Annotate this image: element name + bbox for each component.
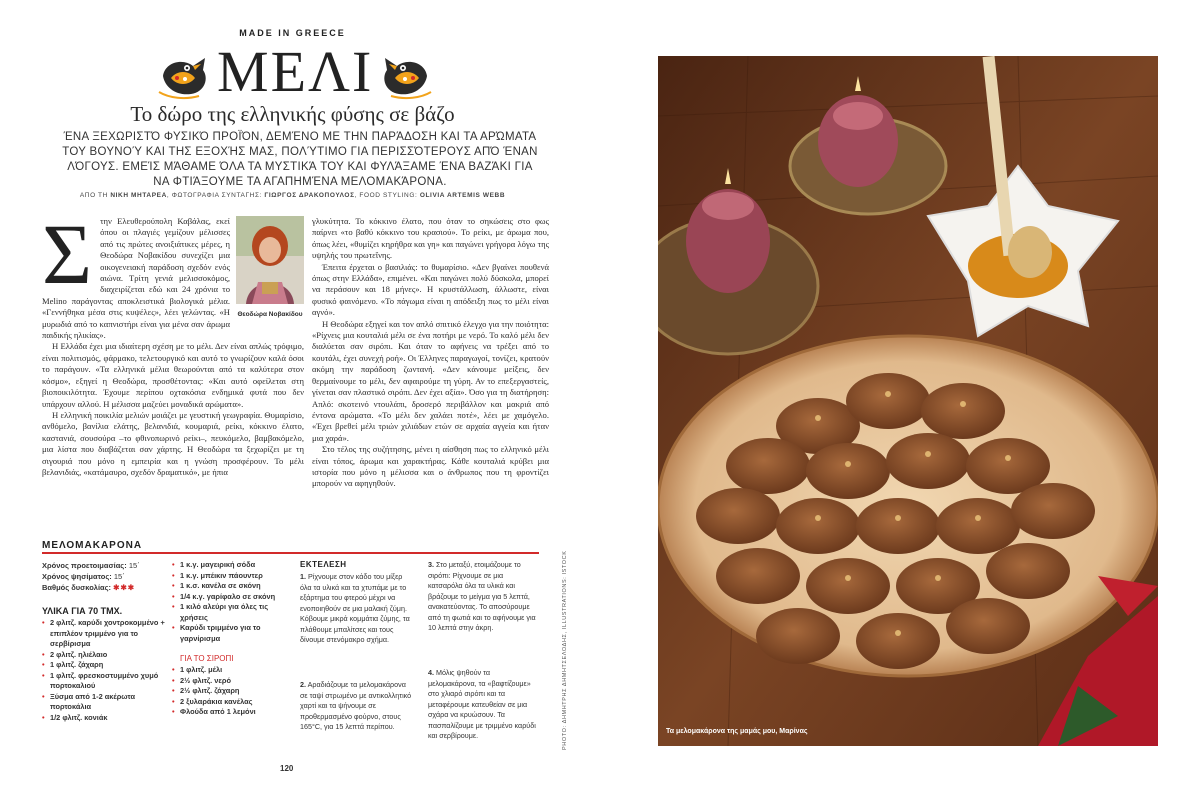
article-lede: ΈΝΑ ΞΕΧΩΡΙΣΤΌ ΦΥΣΙΚΌ ΠΡΟΪΌΝ, ΔΕΜΈΝΟ ΜΕ ΤΗΝ ΠΑΡΆΔΟΣΗ ΚΑΙ ΤΑ ΑΡΏΜΑΤΑ ΤΟΥ ΒΟΥΝΟΎ ΚΑΙ ΤΗΣ ΕΞΟΧΉΣ ΜΑΣ, ΠΟΛΎΤΙΜΟ ΓΙΑ ΠΕΡΙΣΣΌΤΕΡΟΥΣ ΑΠΌ ΈΝΑΝ ΛΌΓΟΥΣ. ΕΜΕΊΣ ΜΆΘΑΜΕ ΌΛΑ ΤΑ ΜΥΣΤΙΚΆ ΤΟΥ ΚΑΙ ΦΥΛΆΞΑΜΕ ΈΝΑ ΒΑΖΆΚΙ ΓΙΑ ΝΑ ΦΤΙΆΞΟΥΜΕ ΤΑ ΑΓΑΠΗΜΈΝΑ ΜΕΛΟΜΑΚΆΡΟΝΑ. [62, 131, 538, 188]
method-heading: ΕΚΤΕΛΕΣΗ [300, 560, 347, 569]
meta-label: Χρόνος ψησίματος: [42, 572, 112, 581]
paragraph: Έπειτα έρχεται ο βασιλιάς: το θυμαρίσιο. «Δεν βγαίνει πουθενά όπως στην Ελλάδα», επιμένει. «Και παγώνει πολύ δύσκολα, μπορεί να περάσουν και 18 μήνες». Η κρυστάλλωση, άλλωστε, είναι φυσικό φαινόμενο. «Το πάγωμα είναι η απόδειξη πως το μέλι είναι αγνό». [312, 261, 549, 318]
step-text: Μόλις ψηθούν τα μελομακάρονα, τα «βαφτίζουμε» στο χλιαρό σιρόπι και τα μεταφέρουμε κατευθείαν σε μια σχάρα να κρυώσουν. Τα πασπαλίζουμε με τριμμένο καρύδι και σερβίρουμε. [428, 668, 536, 740]
difficulty [42, 582, 162, 593]
paragraph: Στο τέλος της συζήτησης, μένει η αίσθηση πως το ελληνικό μέλι είναι τόπος, άρωμα και χαρακτήρας. Κάθε κουταλιά κρύβει μια ιστορία που μόνο η μέλισσα και ο άνθρωπος που τη φροντίζει μπορούν να αφηγηθούν. [312, 444, 549, 489]
syrup-heading: ΓΙΑ ΤΟ ΣΙΡΟΠΙ [180, 654, 234, 663]
section-kicker: MADE IN GREECE [239, 28, 346, 38]
paragraph: Η Θεοδώρα εξηγεί και τον απλό σπιτικό έλεγχο για την ποιότητα: «Ρίχνεις μια κουταλιά μέλι σε ένα ποτήρι με νερό. Το καλό μέλι δεν διαλύεται σαν σιρόπι. Και όταν το αφήνεις να τρέξει από το κουτάλι, έχει συνεχή ροή». Οι Έλληνες παραγωγοί, τονίζει, κρατούν ακόμη την παράδοση ζωντανή. «Δεν κάνουμε μείξεις, δεν θερμαίνουμε το μέλι, δεν αφαιρούμε τη γύρη. Αν το επεξεργαστείς, γίνεται σαν πλαστικό σιρόπι. Δεν έχει αξία». Όσο για τη διατήρηση: Απλό: σκοτεινό ντουλάπι, δροσερό περιβάλλον και μακριά από έντονα αρώματα. «Το μέλι δεν χαλάει ποτέ», λέει με χαμόγελο. «Έχει βρεθεί μέλι τριών χιλιάδων ετών σε αρχαία αγγεία και ήταν μια χαρά». [312, 318, 549, 443]
step-number: 2. [300, 680, 306, 689]
folk-bird-icon [377, 48, 435, 102]
ingredient-item: • 1 φλιτζ. ζάχαρη [42, 660, 167, 671]
step-text: Ρίχνουμε στον κάδο του μίξερ όλα τα υλικά και τα χτυπάμε με το εξάρτημα του φτερού μέχρι να ενοποιηθούν σε μια μαλακή ζύμη. Κόβουμε μικρά κομμάτια ζύμης, τα πλάθουμε μπαλίτσες και τους δίνουμε στενόμακρο σχήμα. [300, 572, 410, 644]
ingredient-item: • Καρύδι τριμμένο για το γαρνίρισμα [172, 623, 292, 644]
dropcap: Σ [42, 206, 93, 302]
ingredient-item: • 2 ξυλαράκια κανέλας [172, 697, 292, 708]
ingredients-column-2 [172, 560, 292, 718]
step-number: 1. [300, 572, 306, 581]
byline [0, 192, 585, 199]
method-step [300, 572, 415, 646]
byline-label: ΑΠΟ ΤΗ [79, 192, 108, 199]
syrup-list [172, 665, 292, 718]
method-step [428, 668, 538, 742]
step-text: Αραδιάζουμε τα μελομακάρονα σε ταψί στρωμένο με αντικολλητικό χαρτί και τα ψήνουμε σε προθερμασμένο φούρνο, στους 165°C, για 15 λεπτά περίπου. [300, 680, 412, 731]
ingredient-item: • 1 φλιτζ. φρεσκοστυμμένο χυμό πορτοκαλιού [42, 671, 167, 692]
portrait-photo [236, 216, 304, 319]
byline-photo-label: , ΦΩΤΟΓΡΑΦΙΑ ΣΥΝΤΑΓΗΣ: [166, 192, 262, 199]
byline-stylist: OLIVIA ARTEMIS WEBB [419, 192, 506, 199]
ingredient-item: • 1 κ.γ. μπέικιν πάουντερ [172, 571, 292, 582]
ingredient-item: • 2 φλιτζ. ηλιέλαιο [42, 650, 167, 661]
ingredient-item: • 2½ φλιτζ. ζάχαρη [172, 686, 292, 697]
paragraph: Η Ελλάδα έχει μια ιδιαίτερη σχέση με το μέλι. Δεν είναι απλώς τρόφιμο, είναι πολιτισμός, φάρμακο, τελετουργικό και αυτό το γνωρίζουν καλά όσοι το παράγουν. «Τα ελληνικά μέλια θεωρούνται από τα καλύτερα στον κόσμο», εξηγεί η Θεοδώρα, προσθέτοντας: «Και αυτό οφείλεται στη βιοποικιλότητα. Έχουμε περίπου οχτακόσια ενδημικά φυτά που δεν υπάρχουν αλλού. Η μέλισσα μαζεύει μοναδικά αρώματα». [42, 341, 304, 409]
ingredient-item: • 2½ φλιτζ. νερό [172, 676, 292, 687]
step-number: 3. [428, 560, 434, 569]
prep-time [42, 560, 162, 571]
portrait-image [236, 216, 304, 304]
article-column-2 [312, 216, 549, 490]
ingredients-list [172, 560, 292, 644]
recipe-title: ΜΕΛΟΜΑΚΑΡΟΝΑ [42, 540, 143, 551]
paragraph: γλυκύτητα. Το κόκκινο έλατο, που όταν το σηκώσεις στο φως παίρνει «το βαθύ κόκκινο του κρασιού». Το ρείκι, με άρωμα που, όπως λέει, «θυμίζει κηρήθρα και γη» και παγώνει γρήγορα λόγω της υψηλής του πρωτεΐνης. [312, 216, 549, 261]
method-step [300, 680, 415, 733]
paragraph: Η ελληνική ποικιλία μελιών μοιάζει με γευστική γεωγραφία. Θυμαρίσιο, ανθόμελο, βανίλια ελάτης, βελανιδιά, κουμαριά, ρείκι, κόκκινο έλατο, καστανιά, σουσούρα –το φθινοπωρινό ρείκι–, πευκόμελο, βαμβακόμελο, μια λίστα που διαβάζεται σαν χάρτης. Η Θεοδώρα τα ξεχωρίζει με τη σιγουριά που μόνο η εμπειρία και η γνώση προσφέρουν. Το μέλι βελανιδιάς, «κατάμαυρο, σχεδόν δραματικό», με ήπια [42, 409, 304, 477]
page-subtitle: Το δώρο της ελληνικής φύσης σε βάζο [130, 102, 455, 126]
step-number: 4. [428, 668, 434, 677]
ingredient-item: • 1/2 φλιτζ. κονιάκ [42, 713, 167, 724]
meta-label: Χρόνος προετοιμασίας: [42, 561, 127, 570]
recipe-meta [42, 560, 162, 593]
ingredient-item: • Φλούδα από 1 λεμόνι [172, 707, 292, 718]
page-number: 120 [280, 764, 294, 773]
ingredient-item: • 1 φλιτζ. μέλι [172, 665, 292, 676]
ingredient-item: • Ξύσμα από 1-2 ακέρωτα πορτοκάλια [42, 692, 167, 713]
byline-styling-label: , FOOD STYLING: [354, 192, 418, 199]
bake-time [42, 571, 162, 582]
ingredient-item: • 2 φλιτζ. καρύδι χοντροκομμένο + επιπλέον τριμμένο για το σερβίρισμα [42, 618, 167, 650]
step-text: Στο μεταξύ, ετοιμάζουμε το σιρόπι: Ρίχνουμε σε μια κατσαρόλα όλα τα υλικά και βράζουμε το μείγμα για 5 λεπτά, ανακατεύοντας. Το αποσύρουμε από τη φωτιά και το αφήνουμε για 10 λεπτά στην άκρη. [428, 560, 536, 632]
melomakarona-photo [658, 56, 1158, 746]
page-title: ΜΕΛΙ [217, 39, 374, 104]
ingredient-item: • 1/4 κ.γ. γαρίφαλο σε σκόνη [172, 592, 292, 603]
photo-caption: Τα μελομακάρονα της μαμάς μου, Μαρίνας [666, 728, 808, 735]
meta-value: 15΄ [128, 561, 140, 570]
ingredients-list [42, 618, 167, 723]
ingredient-item: • 1 κ.γ. μαγειρική σόδα [172, 560, 292, 571]
paragraph: την Ελευθερούπολη Καβάλας, εκεί όπου οι πλαγιές γεμίζουν μέλισσες από τις πρώτες ανοιξιάτικες μέρες, η Θεοδώρα Νοβακίδου συνεχίζει μια οικογενειακή παράδοση σχεδόν ενός αιώνα. Τρίτη γενιά μελισσοκόμος, διαχειρίζεται εδώ και 24 χρόνια το Melino παράγοντας αποκλειστικά βιολογικά μέλια. «Γεννήθηκα μέσα στις κυψέλες», λέει γελώντας. «Η μυρωδιά από το καπνιστήρι είναι για μένα σαν άρωμα παιδικής ηλικίας». [42, 216, 230, 341]
method-step [428, 560, 538, 634]
difficulty-stars: ✱✱✱ [113, 583, 136, 592]
photo-credit: PHOTO: ΔΗΜΗΤΡΗΣ ΔΗΜΗΤΣΕΛΟΔΗΣ, ILLUSTRATIONS: ISTOCK [562, 550, 568, 750]
ingredient-item: • 1 κιλό αλεύρι για όλες τις χρήσεις [172, 602, 292, 623]
byline-author: ΝΙΚΗ ΜΗΤΑΡΕΑ [110, 192, 167, 199]
byline-photographer: ΓΙΩΡΓΟΣ ΔΡΑΚΟΠΟΥΛΟΣ [264, 192, 355, 199]
recipe-divider [42, 552, 539, 554]
ingredients-heading: ΥΛΙΚΑ ΓΙΑ 70 ΤΜΧ. [42, 606, 123, 616]
folk-bird-icon [155, 48, 213, 102]
portrait-caption: Θεοδώρα Νοβακίδου [237, 311, 303, 319]
article-column-1 [42, 206, 304, 478]
title-block [155, 39, 435, 106]
ingredient-item: • 1 κ.σ. κανέλα σε σκόνη [172, 581, 292, 592]
ingredients-column-1 [42, 600, 167, 723]
food-photo-image [658, 56, 1158, 746]
meta-value: 15΄ [113, 572, 125, 581]
meta-label: Βαθμός δυσκολίας: [42, 583, 112, 592]
